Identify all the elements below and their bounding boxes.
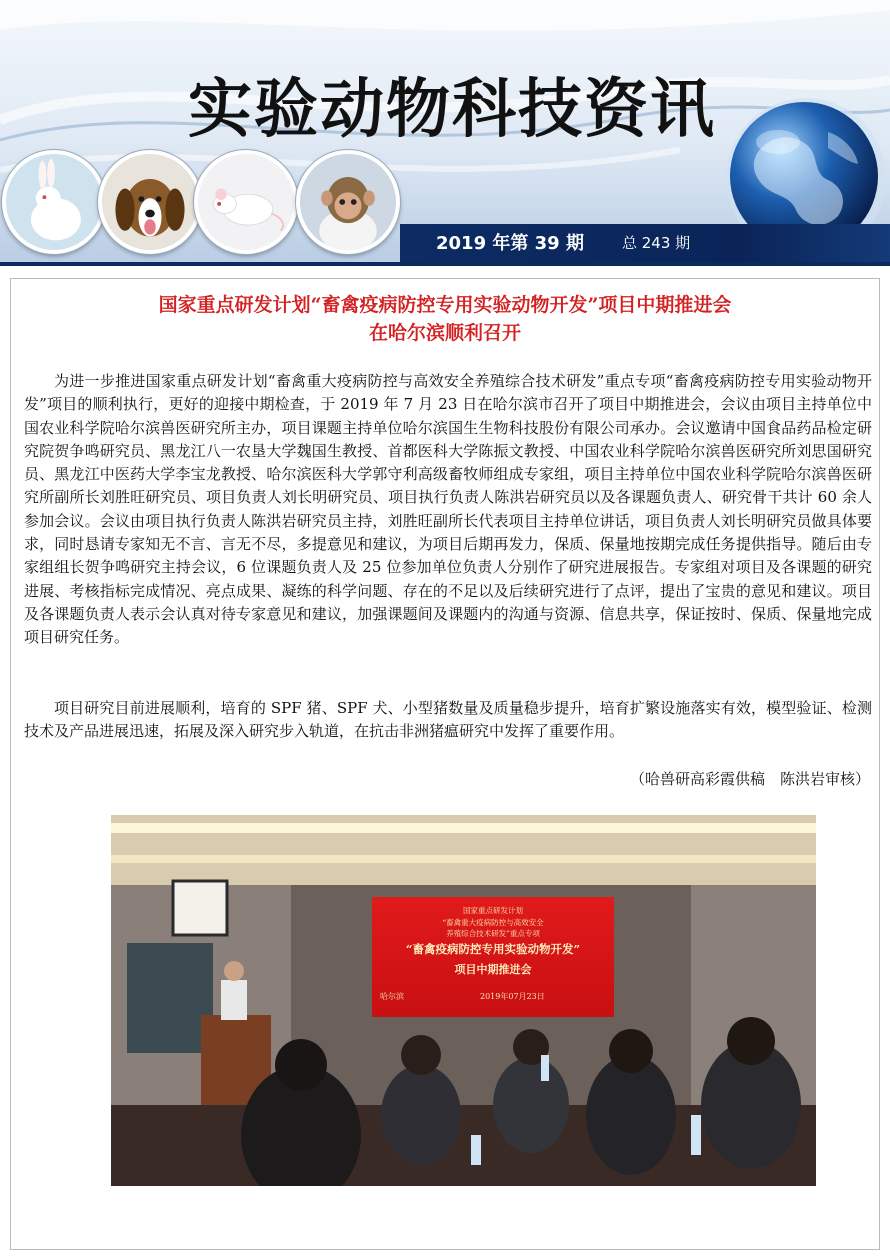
publication-title: 实验动物科技资讯 bbox=[188, 73, 716, 147]
total-issue-number: 总 243 期 bbox=[622, 234, 691, 252]
screen-place: 哈尔滨 bbox=[380, 992, 404, 1001]
white-mouse-photo bbox=[194, 150, 298, 254]
monkey-photo bbox=[296, 150, 400, 254]
screen-line-1: 国家重点研发计划 bbox=[463, 906, 523, 915]
issue-bar bbox=[400, 224, 890, 262]
screen-title: “畜禽疫病防控专用实验动物开发” bbox=[405, 942, 581, 956]
article-headline-line1: 国家重点研发计划“畜禽疫病防控专用实验动物开发”项目中期推进会 bbox=[158, 294, 732, 316]
screen-line-2: “畜禽重大疫病防控与高效安全 bbox=[442, 918, 544, 927]
article-headline-line2: 在哈尔滨顺利召开 bbox=[368, 322, 521, 344]
masthead bbox=[0, 0, 890, 262]
rabbit-photo bbox=[2, 150, 106, 254]
beagle-dog-photo bbox=[98, 150, 202, 254]
article-credit: （哈兽研高彩霞供稿 陈洪岩审核） bbox=[629, 770, 870, 788]
presentation-screen bbox=[372, 897, 614, 1017]
screen-line-3: 养殖综合技术研发”重点专项 bbox=[446, 929, 540, 938]
issue-number: 2019 年第 39 期 bbox=[436, 233, 584, 254]
masthead-rule bbox=[0, 262, 890, 266]
screen-date: 2019年07月23日 bbox=[480, 992, 545, 1001]
screen-subtitle: 项目中期推进会 bbox=[454, 963, 532, 976]
article-paragraph-1: 为进一步推进国家重点研发计划“畜禽重大疫病防控与高效安全养殖综合技术研发”重点专项“畜禽疫病防控专用实验动物开发”项目的顺利执行，更好的迎接中期检查，于 2019 年 7 月 23 日在哈尔滨市召开了项目中期推进会，会议由项目主持单位中国农业科学院哈尔滨兽医研究所主办，项目课题主持单位哈尔滨国生生物科技股份有限公司承办。会议邀请中国食品药品检定研究院贺争鸣研究员、黑龙江八一农垦大学魏国生教授、首都医科大学陈振文教授、中国农业科学院哈尔滨兽医研究所刘思国研究员、黑龙江中医药大学李宝龙教授、哈尔滨医科大学郭守利高级畜牧师组成专家组，项目主持单位中国农业科学院哈尔滨兽医研究所副所长刘胜旺研究员、项目负责人刘长明研究员、项目执行负责人陈洪岩研究员以及各课题负责人、研究骨干共计 60 余人参加会议。会议由项目执行负责人陈洪岩研究员主持，刘胜旺副所长代表项目主持单位讲话，项目负责人刘长明研究员做具体要求，同时恳请专家知无不言、言无不尽，多提意见和建议，为项目后期再发力，保质、保量地按期完成任务提供指导。随后由专家组组长贺争鸣研究主持会议，6 位课题负责人及 25 位参加单位负责人分别作了研究进展报告。专家组对项目及各课题的研究进展、考核指标完成情况、亮点成果、凝练的科学问题、存在的不足以及后续研究进行了点评，提出了宝贵的意见和建议。项目及各课题负责人表示会认真对待专家意见和建议，加强课题间及课题内的沟通与资源、信息共享，保证按时、保质、保量地完成项目研究任务。 bbox=[24, 372, 872, 647]
article-paragraph-2: 项目研究目前进展顺利，培育的 SPF 猪、SPF 犬、小型猪数量及质量稳步提升，培育扩繁设施落实有效，模型验证、检测技术及产品进展迅速，拓展及深入研究步入轨道，在抗击非洲猪瘟研究中发挥了重要作用。 bbox=[24, 699, 872, 741]
